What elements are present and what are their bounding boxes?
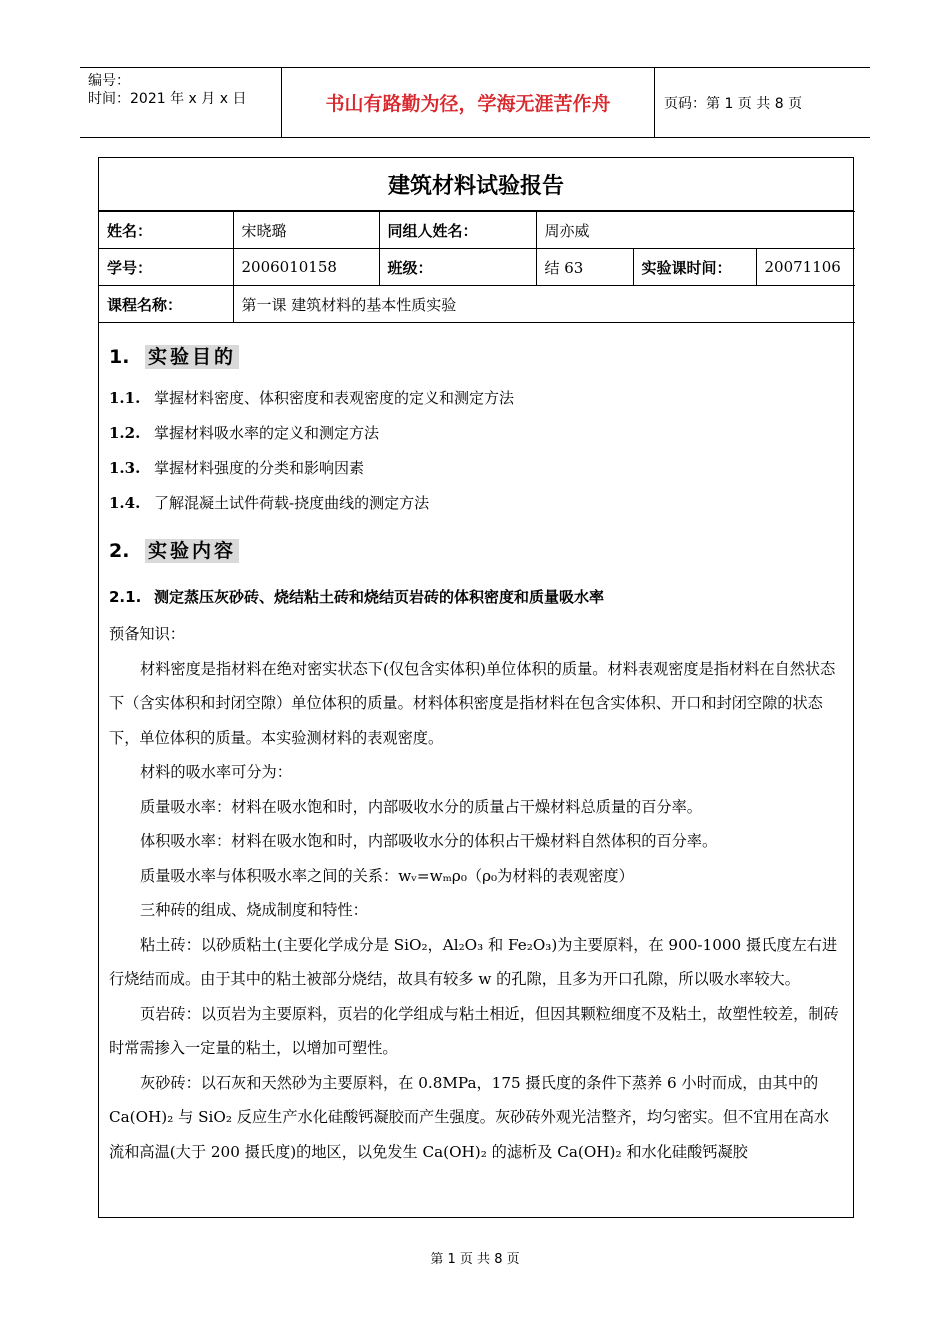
info-row-course xyxy=(99,286,855,323)
header-meta xyxy=(80,68,282,137)
paragraph-density: 材料密度是指材料在绝对密实状态下(仅包含实体积)单位体积的质量。材料表观密度是指材料在自然状态下（含实体积和封闭空隙）单位体积的质量。材料体积密度是指材料在包含实体积、开口和封闭空隙的状态下，单位体积的质量。本实验测材料的表观密度。 xyxy=(109,659,836,747)
paragraph-clay-brick: 粘土砖：以砂质粘土(主要化学成分是 SiO₂，Al₂O₃ 和 Fe₂O₃)为主要原料，在 900-1000 摄氏度左右进行烧结而成。由于其中的粘土被部分烧结，故具有较多 w 的孔隙，且多为开口孔隙，所以吸水率较大。 xyxy=(109,935,838,988)
page-code: 页码：第 1 页 共 8 页 xyxy=(664,95,803,112)
partner-label: 同组人姓名： xyxy=(379,212,536,249)
time-label-cell: 实验课时间： xyxy=(633,249,756,286)
list-item xyxy=(109,381,843,416)
course-value: 第一课 建筑材料的基本性质实验 xyxy=(233,286,855,323)
paragraph-mass-absorption: 质量吸水率：材料在吸水饱和时，内部吸收水分的质量占干燥材料总质量的百分率。 xyxy=(140,797,702,816)
list-item xyxy=(109,416,843,451)
item-number: 1.2. xyxy=(109,424,141,442)
class-value: 结 63 xyxy=(536,249,633,286)
section-title: 实验目的 xyxy=(145,345,239,369)
info-row-name xyxy=(99,212,855,249)
item-number: 1.3. xyxy=(109,459,141,477)
time-value: 20071106 xyxy=(756,249,855,286)
paragraph-absorption-types: 材料的吸水率可分为： xyxy=(140,763,292,781)
motto: 书山有路勤为径，学海无涯苦作舟 xyxy=(282,68,655,137)
subsection-title: 测定蒸压灰砂砖、烧结粘土砖和烧结页岩砖的体积密度和质量吸水率 xyxy=(154,588,605,606)
section-number: 2. xyxy=(109,540,130,562)
list-item xyxy=(109,486,843,521)
id-label: 学号： xyxy=(99,249,233,286)
paragraph-brick-intro: 三种砖的组成、烧成制度和特性： xyxy=(140,901,368,919)
page-number: 第 1 页 共 8 页 xyxy=(430,1252,520,1267)
subsection-heading xyxy=(109,577,843,617)
item-number: 1.1. xyxy=(109,389,141,407)
name-label: 姓名： xyxy=(99,212,233,249)
report-form xyxy=(98,157,854,1218)
paragraph-relation: 质量吸水率与体积吸水率之间的关系：wᵥ=wₘρ₀（ρ₀为材料的表观密度） xyxy=(140,866,634,885)
code-label: 编号： xyxy=(88,73,130,89)
item-text: 掌握材料吸水率的定义和测定方法 xyxy=(154,424,380,442)
time-label: 时间：2021 年 x 月 x 日 xyxy=(88,91,247,107)
name-value: 宋晓璐 xyxy=(233,212,379,249)
list-item xyxy=(109,451,843,486)
id-value: 2006010158 xyxy=(233,249,379,286)
info-row-id xyxy=(99,249,855,286)
paragraph-volume-absorption: 体积吸水率：材料在吸水饱和时，内部吸收水分的体积占干燥材料自然体积的百分率。 xyxy=(140,832,718,850)
page-header xyxy=(80,67,870,138)
paragraph-shale-brick: 页岩砖：以页岩为主要原料，页岩的化学组成与粘土相近，但因其颗粒细度不及粘土，故塑性较差，制砖时常需掺入一定量的粘土，以增加可塑性。 xyxy=(109,1004,839,1057)
report-title: 建筑材料试验报告 xyxy=(99,158,853,211)
subsection-number: 2.1. xyxy=(109,588,142,606)
item-text: 了解混凝土试件荷载-挠度曲线的测定方法 xyxy=(154,494,430,512)
section-title: 实验内容 xyxy=(145,539,239,563)
prep-label: 预备知识： xyxy=(109,625,185,643)
item-text: 掌握材料强度的分类和影响因素 xyxy=(154,459,365,477)
section-number: 1. xyxy=(109,346,130,368)
class-label: 班级： xyxy=(379,249,536,286)
item-number: 1.4. xyxy=(109,494,141,512)
report-body xyxy=(99,337,853,1169)
section-heading-2 xyxy=(109,531,843,571)
item-text: 掌握材料密度、体积密度和表观密度的定义和测定方法 xyxy=(154,389,515,407)
info-table xyxy=(99,211,855,323)
section-heading-1 xyxy=(109,337,843,377)
partner-value: 周亦威 xyxy=(536,212,855,249)
paragraph-sand-lime-brick: 灰砂砖：以石灰和天然砂为主要原料，在 0.8MPa，175 摄氏度的条件下蒸养 6 小时而成，由其中的 Ca(OH)₂ 与 SiO₂ 反应生产水化硅酸钙凝胶而产生强度。灰砂砖外观光洁整齐，均匀密实。但不宜用在高水流和高温(大于 200 摄氏度)的地区，以免发生 Ca(OH)₂ 的滤析及 Ca(OH)₂ 和水化硅酸钙凝胶 xyxy=(109,1073,830,1161)
course-label: 课程名称： xyxy=(99,286,233,323)
